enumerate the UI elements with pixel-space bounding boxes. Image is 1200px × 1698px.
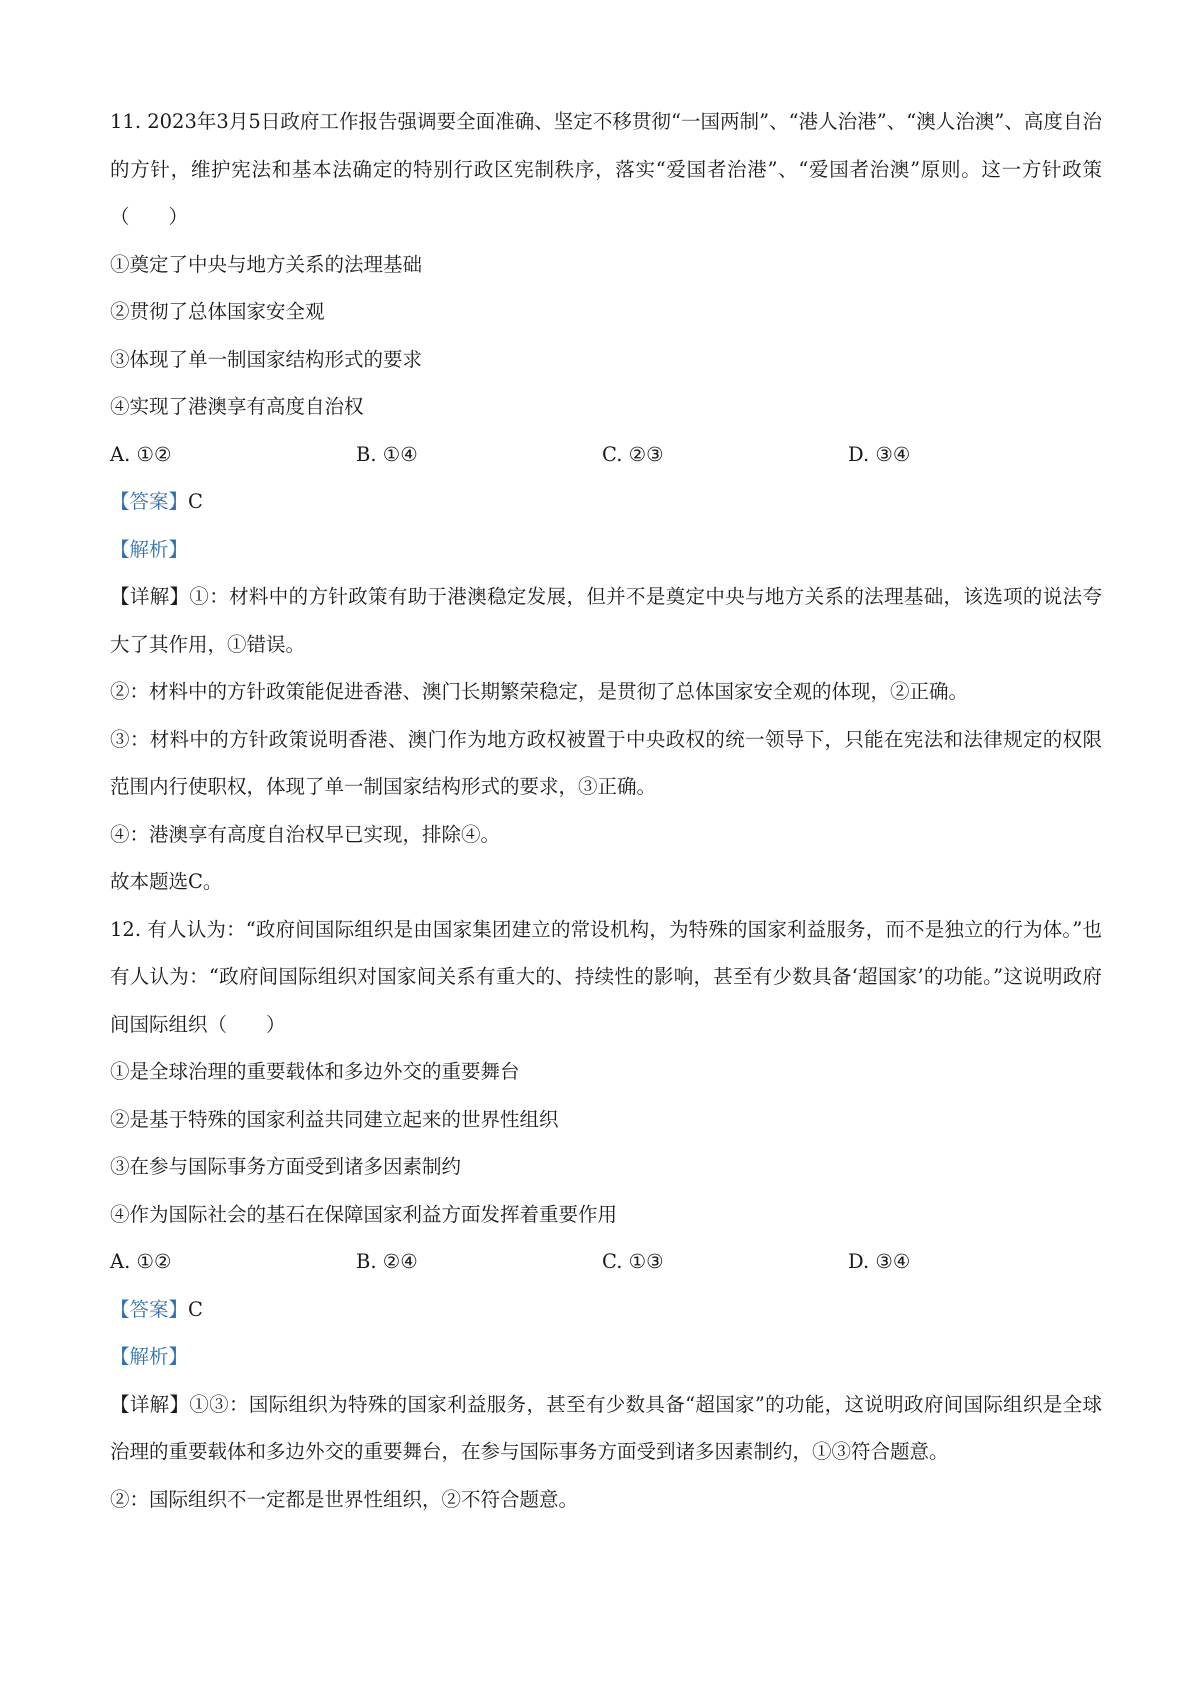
q11-detail-1-text: ①：材料中的方针政策有助于港澳稳定发展，但并不是奠定中央与地方关系的法理基础，该选项的说法夸大了其作用，①错误。 (110, 585, 1102, 656)
q11-detail-2: ②：材料中的方针政策能促进香港、澳门长期繁荣稳定，是贯彻了总体国家安全观的体现，②正确。 (110, 680, 969, 703)
q12-item-1: ①是全球治理的重要载体和多边外交的重要舞台 (110, 1060, 520, 1083)
q12-option-a: A. ①② (110, 1250, 172, 1273)
q11-option-c: C. ②③ (602, 442, 664, 466)
q12-item-3: ③在参与国际事务方面受到诸多因素制约 (110, 1155, 462, 1178)
q11-detail-3: ③：材料中的方针政策说明香港、澳门作为地方政权被置于中央政权的统一领导下，只能在宪法和法律规定的权限范围内行使职权，体现了单一制国家结构形式的要求，③正确。 (110, 727, 1102, 798)
q11-detail-1 (110, 573, 1102, 668)
q11-item-3: ③体现了单一制国家结构形式的要求 (110, 347, 423, 371)
q11-options (110, 431, 1102, 479)
q11-option-b: B. ①④ (356, 442, 418, 466)
q11-conclusion: 故本题选C。 (110, 870, 223, 893)
q12-answer-value: C (188, 1297, 203, 1321)
q11-detail-tag: 【详解】 (110, 585, 190, 608)
document-page (110, 98, 1102, 1523)
q11-answer-tag: 【答案】 (110, 490, 189, 513)
q12-options (110, 1238, 1102, 1286)
q12-detail-tag: 【详解】 (110, 1392, 190, 1416)
q11-answer (110, 478, 1102, 526)
q12-item-4: ④作为国际社会的基石在保障国家利益方面发挥着重要作用 (110, 1202, 618, 1226)
q12-item-2: ②是基于特殊的国家利益共同建立起来的世界性组织 (110, 1107, 559, 1131)
q11-item-2: ②贯彻了总体国家安全观 (110, 300, 325, 323)
q12-detail-2: ②：国际组织不一定都是世界性组织，②不符合题意。 (110, 1487, 579, 1511)
q11-analysis-tag: 【解析】 (110, 537, 189, 561)
q12-detail-1-text: ①③：国际组织为特殊的国家利益服务，甚至有少数具备“超国家”的功能，这说明政府间国际组织是全球治理的重要载体和多边外交的重要舞台，在参与国际事务方面受到诸多因素制约，①③符合题意。 (110, 1392, 1102, 1463)
q11-option-a: A. ①② (110, 442, 172, 466)
q12-option-d: D. ③④ (848, 1250, 911, 1273)
q11-item-4: ④实现了港澳享有高度自治权 (110, 395, 364, 418)
q11-option-d: D. ③④ (848, 442, 911, 466)
q12-detail-1 (110, 1381, 1102, 1476)
q12-option-c: C. ①③ (602, 1250, 664, 1273)
q11-detail-4: ④：港澳享有高度自治权早已实现，排除④。 (110, 822, 501, 846)
q12-analysis-tag: 【解析】 (110, 1345, 189, 1368)
q12-answer-tag: 【答案】 (110, 1297, 189, 1321)
q11-answer-value: C (188, 490, 203, 513)
q12-stem: 12. 有人认为：“政府间国际组织是由国家集团建立的常设机构，为特殊的国家利益服务，而不是独立的行为体。”也有人认为：“政府间国际组织对国家间关系有重大的、持续性的影响，甚至有少数具备‘超国家’的功能。”这说明政府间国际组织（ ） (110, 917, 1102, 1036)
q11-stem: 11. 2023年3月5日政府工作报告强调要全面准确、坚定不移贯彻“一国两制”、“港人治港”、“澳人治澳”、高度自治的方针，维护宪法和基本法确定的特别行政区宪制秩序，落实“爱国者治港”、“爱国者治澳”原则。这一方针政策（ ） (110, 110, 1102, 228)
q12-answer (110, 1286, 1102, 1334)
q11-item-1: ①奠定了中央与地方关系的法理基础 (110, 252, 423, 276)
q12-option-b: B. ②④ (356, 1250, 418, 1273)
